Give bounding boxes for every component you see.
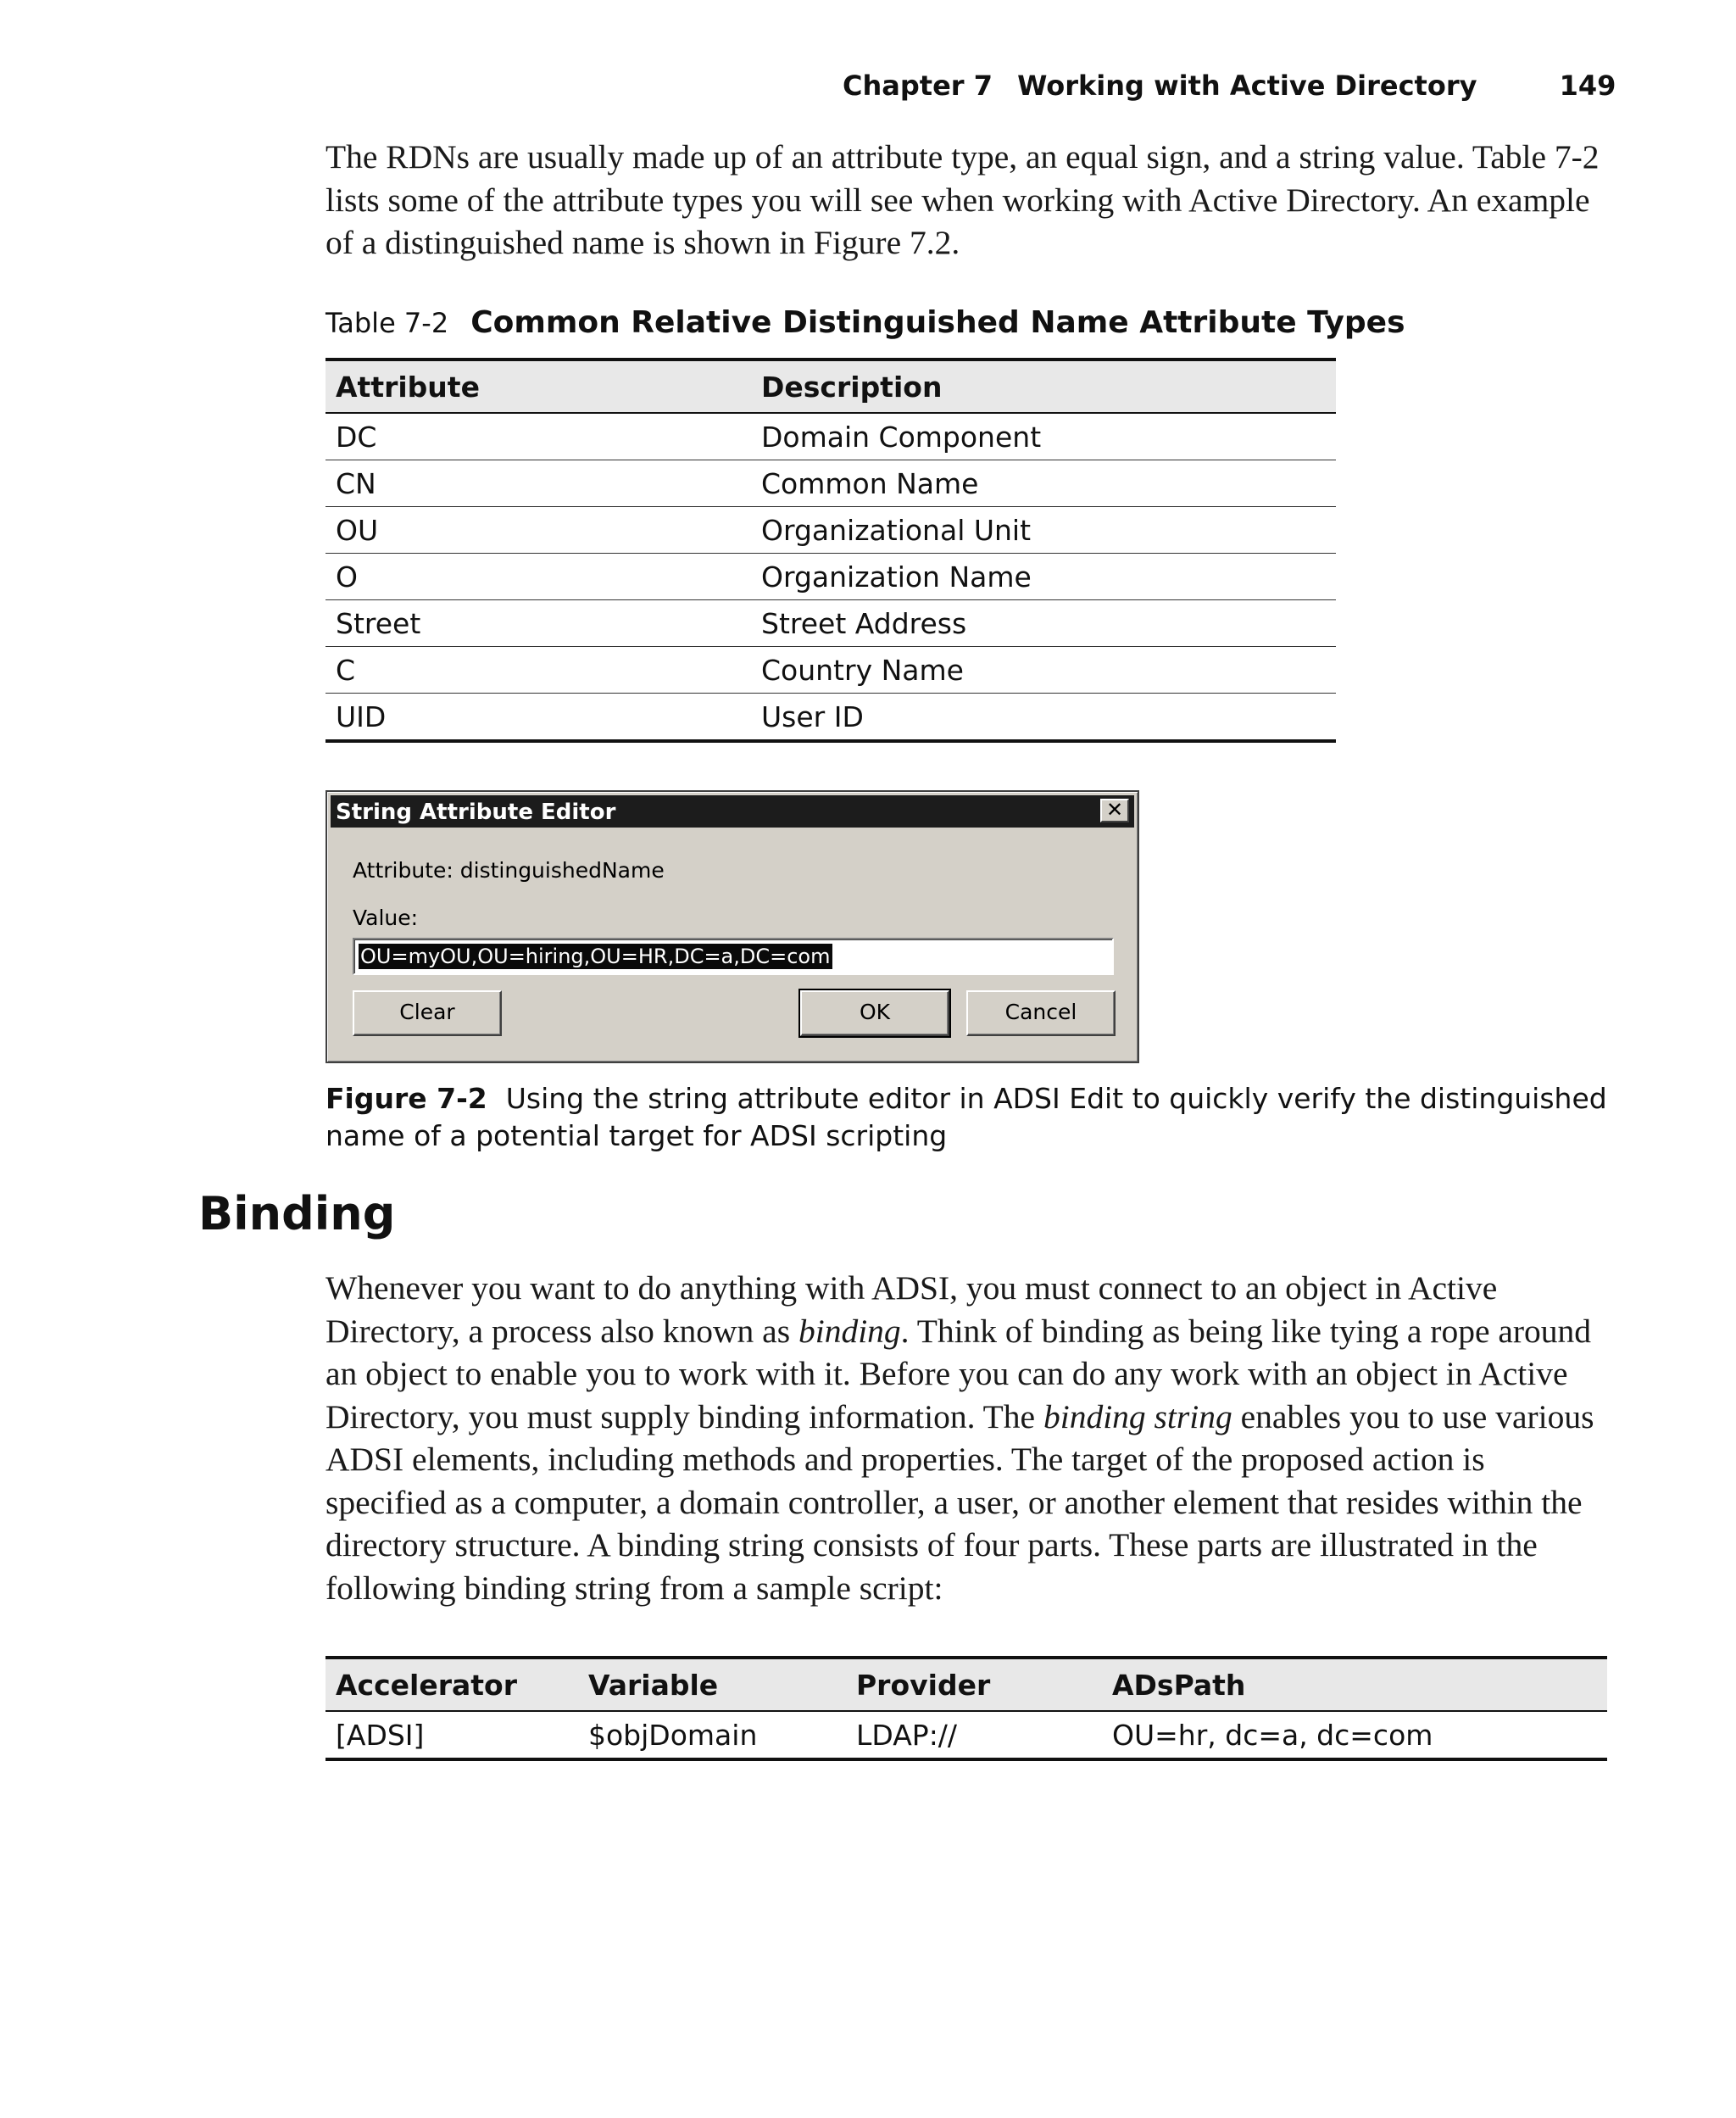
dialog-title: String Attribute Editor <box>336 800 616 825</box>
table-cell: LDAP:// <box>856 1718 958 1752</box>
clear-button[interactable]: Clear <box>353 990 502 1036</box>
table-caption <box>326 305 1427 340</box>
table-cell: CN <box>336 466 376 500</box>
table-cell: O <box>336 560 358 594</box>
table-row <box>326 413 1336 460</box>
table-cell: $objDomain <box>588 1718 758 1752</box>
table-label: Table 7-2 <box>326 307 449 339</box>
table-cell: C <box>336 653 356 687</box>
value-label: Value: <box>353 906 419 930</box>
value-input[interactable] <box>353 938 1114 975</box>
column-header: Variable <box>588 1668 719 1702</box>
chapter-label: Chapter 7 <box>843 70 993 102</box>
column-header: Provider <box>856 1668 991 1702</box>
table-row <box>326 507 1336 554</box>
table-cell: Common Name <box>761 466 979 500</box>
table-cell: Domain Component <box>761 420 1042 454</box>
value-input-text: OU=myOU,OU=hiring,OU=HR,DC=a,DC=com <box>360 945 831 968</box>
ok-button[interactable]: OK <box>800 990 949 1036</box>
binding-string-term: binding string <box>1043 1397 1232 1435</box>
binding-text-part: enables you to use various ADSI elements, including methods and properties. The target of the proposed action is specified as a computer, a domain controller, a user, or another element that resides within the directory structure. A binding string consists of four parts. These parts are illustrated in the following binding string from a sample script: <box>326 1397 1594 1607</box>
table-header-row <box>326 1658 1607 1711</box>
table-cell: [ADSI] <box>336 1718 425 1752</box>
column-header: ADsPath <box>1112 1668 1246 1702</box>
column-header: Attribute <box>336 370 480 404</box>
column-header: Accelerator <box>336 1668 518 1702</box>
table-cell: OU=hr, dc=a, dc=com <box>1112 1718 1433 1752</box>
table-cell: Organizational Unit <box>761 513 1032 547</box>
table-row <box>326 694 1336 742</box>
intro-text: The RDNs are usually made up of an attribute type, an equal sign, and a string value. Table 7-2 lists some of the attribute types you will see when working with Active Directory. An example of a distinguished name is shown in Figure 7.2. <box>326 138 1600 261</box>
table-cell: DC <box>336 420 377 454</box>
table-row <box>326 600 1336 647</box>
table-header-row <box>326 360 1336 413</box>
table-cell: OU <box>336 513 379 547</box>
page-number: 149 <box>1559 70 1616 102</box>
figure-caption-text: Using the string attribute editor in ADSI Edit to quickly verify the distinguished name of a potential target for ADSI scripting <box>326 1082 1607 1152</box>
table-cell: User ID <box>761 699 864 733</box>
intro-paragraph <box>326 136 1607 265</box>
string-attribute-editor-dialog <box>326 790 1139 1063</box>
binding-text <box>326 1267 1607 1609</box>
table-title: Common Relative Distinguished Name Attribute Types <box>470 305 1405 340</box>
attribute-label: Attribute: distinguishedName <box>353 858 665 883</box>
figure-caption <box>326 1080 1631 1155</box>
running-head <box>843 70 1616 102</box>
table-cell: Organization Name <box>761 560 1032 594</box>
close-icon[interactable]: ✕ <box>1100 799 1129 822</box>
binding-string-table <box>326 1656 1607 1761</box>
table-cell: UID <box>336 699 387 733</box>
cancel-button[interactable]: Cancel <box>966 990 1116 1036</box>
table-cell: Country Name <box>761 653 964 687</box>
table-row <box>326 554 1336 600</box>
table-cell: Street <box>336 606 421 640</box>
dialog-titlebar <box>331 795 1134 828</box>
binding-paragraph <box>326 1267 1607 1609</box>
section-heading: Binding <box>198 1187 396 1240</box>
column-header: Description <box>761 370 943 404</box>
table-row <box>326 460 1336 507</box>
rdn-attribute-table <box>326 358 1336 743</box>
chapter-title: Working with Active Directory <box>1017 70 1477 102</box>
table-cell: Street Address <box>761 606 967 640</box>
binding-text-part: Whenever you want to do anything with ADSI, you must connect to an object in Active Directory, a process also known as <box>326 1269 1498 1350</box>
figure-label: Figure 7-2 <box>326 1082 487 1115</box>
binding-term: binding <box>798 1312 901 1350</box>
table-row <box>326 647 1336 694</box>
binding-text-part: . Think of binding as being like tying a rope around an object to enable you to work with it. Before you can do any work with an object in Active Directory, you must supply binding information. The <box>326 1312 1592 1435</box>
table-row <box>326 1711 1607 1759</box>
